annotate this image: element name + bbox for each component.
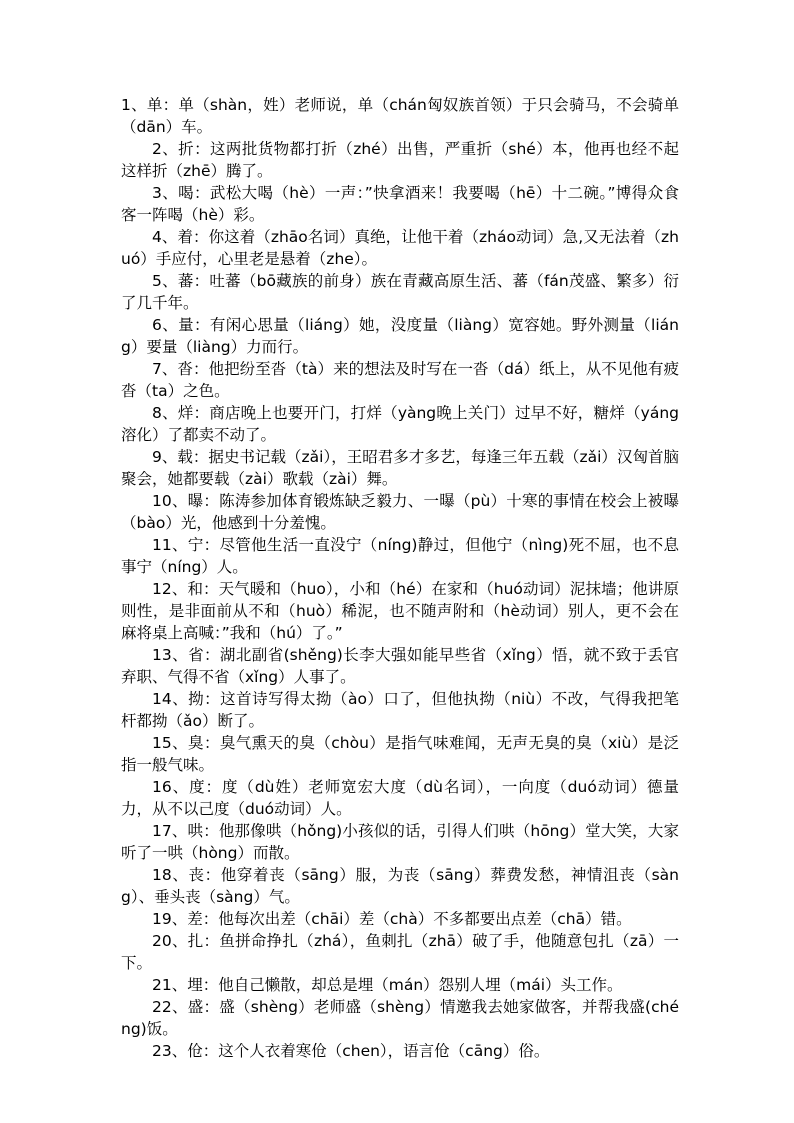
list-item: 14、拗：这首诗写得太拗（ào）口了，但他执拗（niù）不改，气得我把笔杆都拗（ǎo）断了。 bbox=[121, 690, 679, 730]
polyphonic-character-list bbox=[121, 94, 679, 1062]
list-item: 11、宁：尽管他生活一直没宁（níng)静过，但他宁（nìng)死不屈，也不息事宁（níng）人。 bbox=[121, 536, 679, 576]
list-item: 13、省：湖北副省(shěng)长李大强如能早些省（xǐng）悟，就不致于丢官弃职、气得不省（xǐng）人事了。 bbox=[121, 646, 679, 686]
list-item: 15、臭：臭气熏天的臭（chòu）是指气味难闻，无声无臭的臭（xiù）是泛指一般气味。 bbox=[121, 734, 679, 774]
list-item: 18、丧：他穿着丧（sāng）服，为丧（sāng）葬费发愁，神情沮丧（sàng）、垂头丧（sàng）气。 bbox=[121, 866, 679, 906]
list-item: 3、喝：武松大喝（hè）一声：”快拿酒来！我要喝（hē）十二碗。”博得众食客一阵喝（hè）彩。 bbox=[121, 184, 679, 224]
list-item: 4、着：你这着（zhāo名词）真绝，让他干着（zháo动词）急,又无法着（zhuó）手应付，心里老是悬着（zhe）。 bbox=[121, 228, 679, 268]
list-item: 7、沓：他把纷至沓（tà）来的想法及时写在一沓（dá）纸上，从不见他有疲沓（ta）之色。 bbox=[121, 360, 679, 400]
list-item: 22、盛：盛（shèng）老师盛（shèng）情邀我去她家做客，并帮我盛(chéng)饭。 bbox=[121, 998, 679, 1038]
list-item: 8、烊：商店晚上也要开门，打烊（yàng晚上关门）过早不好，糖烊（yáng溶化）了都卖不动了。 bbox=[121, 404, 679, 444]
list-item: 20、扎：鱼拼命挣扎（zhá），鱼刺扎（zhā）破了手，他随意包扎（zā）一下。 bbox=[121, 932, 679, 972]
list-item: 2、折：这两批货物都打折（zhé）出售，严重折（shé）本，他再也经不起这样折（zhē）腾了。 bbox=[121, 140, 679, 180]
list-item: 19、差：他每次出差（chāi）差（chà）不多都要出点差（chā）错。 bbox=[152, 910, 632, 928]
list-item: 21、埋：他自己懒散，却总是埋（mán）怨别人埋（mái）头工作。 bbox=[152, 976, 623, 994]
list-item: 6、量：有闲心思量（liáng）她，没度量（liàng）宽容她。野外测量（liáng）要量（liàng）力而行。 bbox=[121, 316, 679, 356]
list-item: 16、度：度（dù姓）老师宽宏大度（dù名词），一向度（duó动词）德量力，从不以己度（duó动词）人。 bbox=[121, 778, 679, 818]
list-item: 10、曝：陈涛参加体育锻炼缺乏毅力、一曝（pù）十寒的事情在校会上被曝（bào）光，他感到十分羞愧。 bbox=[121, 492, 679, 532]
list-item: 9、载：据史书记载（zǎi），王昭君多才多艺，每逢三年五载（zǎi）汉匈首脑聚会，她都要载（zài）歌载（zài）舞。 bbox=[121, 448, 679, 488]
list-item: 1、单：单（shàn，姓）老师说，单（chán匈奴族首领）于只会骑马，不会骑单（dān）车。 bbox=[121, 96, 679, 136]
list-item: 23、伧：这个人衣着寒伧（chen），语言伧（cāng）俗。 bbox=[152, 1042, 550, 1060]
list-item: 17、哄：他那像哄（hǒng)小孩似的话，引得人们哄（hōng）堂大笑，大家听了一哄（hòng）而散。 bbox=[121, 822, 679, 862]
list-item: 12、和：天气暖和（huo），小和（hé）在家和（huó动词）泥抹墙；他讲原则性，是非面前从不和（huò）稀泥，也不随声附和（hè动词）别人，更不会在麻将桌上高喊：”我和（hú）了。” bbox=[121, 580, 679, 642]
list-item: 5、蕃：吐蕃（bō藏族的前身）族在青藏高原生活、蕃（fán茂盛、繁多）衍了几千年。 bbox=[121, 272, 679, 312]
